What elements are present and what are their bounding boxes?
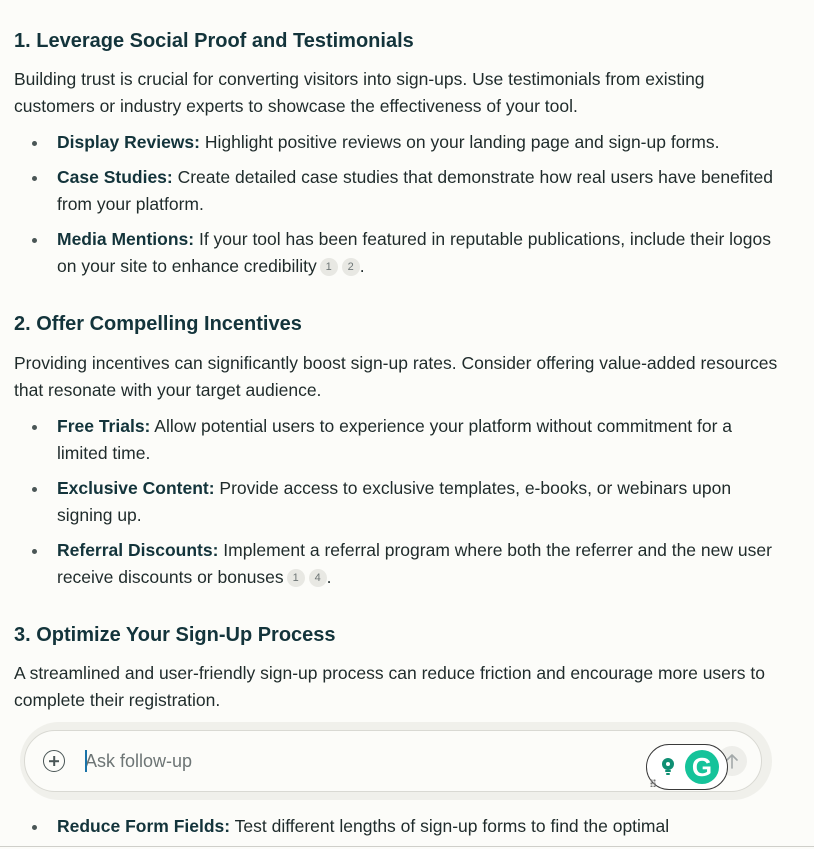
- item-text: Create detailed case studies that demonstrate how real users have benefited from your platform.: [57, 167, 773, 214]
- item-text: Implement a referral program where both the referrer and the new user receive discounts or bonuses: [57, 540, 772, 587]
- section-heading-2: 2. Offer Compelling Incentives: [14, 313, 302, 335]
- drag-handle-icon[interactable]: [650, 779, 656, 787]
- attach-plus-icon[interactable]: [43, 750, 65, 772]
- section-intro-2: Providing incentives can significantly boost sign-up rates. Consider offering value-added resources that resonate with your target audience.: [14, 353, 778, 400]
- section-heading-1: 1. Leverage Social Proof and Testimonials: [14, 30, 414, 52]
- item-text: Highlight positive reviews on your landing page and sign-up forms.: [199, 132, 720, 152]
- list-item: [14, 413, 777, 467]
- item-term: Display Reviews:: [57, 132, 200, 152]
- item-text: If your tool has been featured in reputable publications, include their logos on your site to enhance credibility: [57, 229, 771, 276]
- item-text: Allow potential users to experience your platform without commitment for a limited time.: [57, 416, 733, 463]
- citation-badge[interactable]: 2: [342, 258, 360, 276]
- bullet-list-1: [14, 129, 794, 288]
- text-caret: [85, 750, 87, 772]
- grammarly-logo-icon[interactable]: G: [685, 750, 719, 784]
- item-text: Provide access to exclusive templates, e-books, or webinars upon signing up.: [57, 478, 732, 525]
- grammarly-widget[interactable]: [646, 744, 728, 790]
- citation-badge[interactable]: 4: [309, 569, 327, 587]
- item-term: Media Mentions:: [57, 229, 195, 249]
- lightbulb-icon[interactable]: [660, 757, 676, 777]
- item-text: Test different lengths of sign-up forms to find the optimal: [230, 816, 670, 836]
- item-term: Exclusive Content:: [57, 478, 215, 498]
- list-item: [14, 813, 777, 840]
- citation-badge[interactable]: 1: [320, 258, 338, 276]
- list-item: [14, 129, 777, 156]
- item-term: Referral Discounts:: [57, 540, 219, 560]
- list-item: Media Mentions: If your tool has been featured in reputable publications, include their logos on your site to enhance credibility 1 2 .: [14, 226, 777, 280]
- item-term: Free Trials:: [57, 416, 151, 436]
- section-intro-3: A streamlined and user-friendly sign-up process can reduce friction and encourage more users to complete their registration.: [14, 663, 765, 710]
- list-item: [14, 475, 777, 529]
- bottom-divider: [0, 846, 814, 847]
- section-intro-1: Building trust is crucial for converting visitors into sign-ups. Use testimonials from existing customers or industry experts to showcase the effectiveness of your tool.: [14, 69, 705, 116]
- ask-follow-up-input[interactable]: [85, 747, 625, 775]
- citation-badge[interactable]: 1: [287, 569, 305, 587]
- list-item: Referral Discounts: Implement a referral program where both the referrer and the new user receive discounts or bonuses 1 4 .: [14, 537, 777, 591]
- list-item: [14, 164, 777, 218]
- bullet-list-2: [14, 413, 794, 599]
- item-term: Case Studies:: [57, 167, 173, 187]
- item-term: Reduce Form Fields:: [57, 816, 231, 836]
- section-heading-3: 3. Optimize Your Sign-Up Process: [14, 624, 336, 646]
- bullet-list-3: [14, 813, 794, 848]
